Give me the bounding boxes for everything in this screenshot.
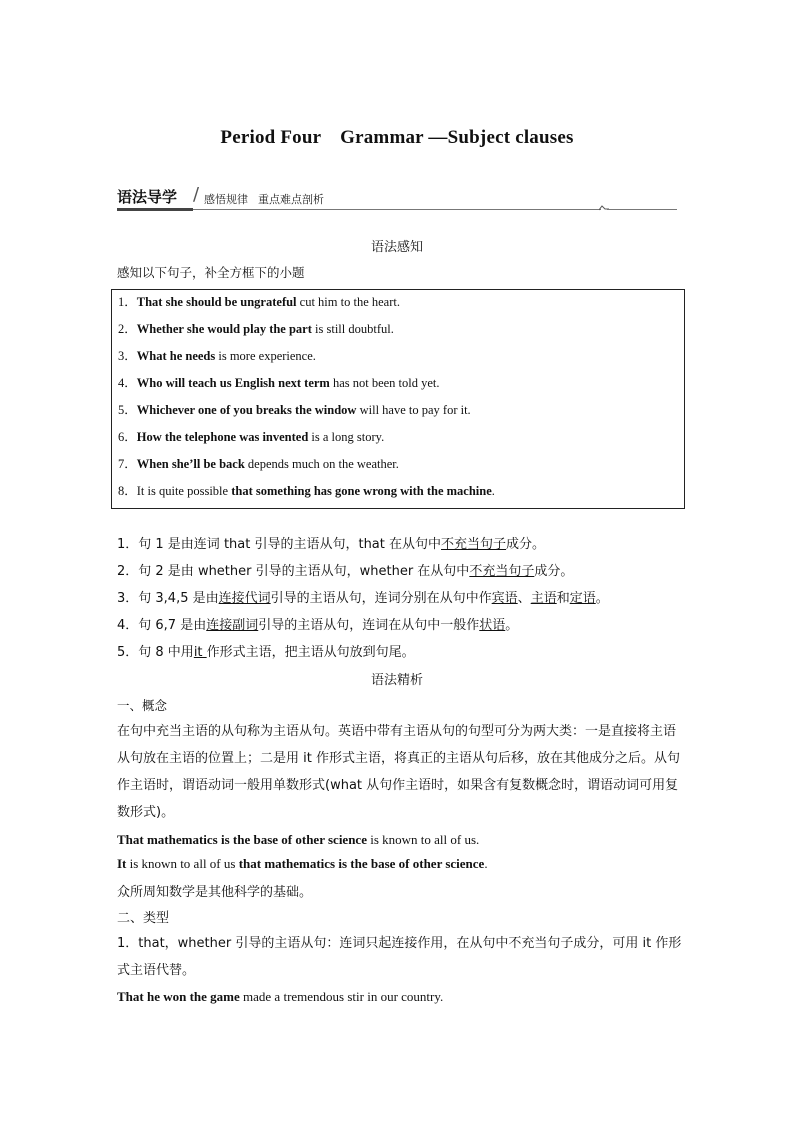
- banner-subtitle: [204, 191, 334, 207]
- section-banner: [117, 184, 677, 214]
- answer-3: 3．句 3,4,5 是由连接代词引导的主语从句，连词分别在从句中作宾语、主语和定语。: [117, 591, 609, 606]
- example-2: It is known to all of us that mathematics is the base of other science.: [117, 856, 488, 871]
- answer-1: 1．句 1 是由连词 that 引导的主语从句，that 在从句中不充当句子成分。: [117, 537, 546, 552]
- instruction: 感知以下句子，补全方框下的小题: [117, 265, 305, 280]
- example-3: That he won the game made a tremendous stir in our country.: [117, 989, 444, 1004]
- answer-4: 4．句 6,7 是由连接副词引导的主语从句，连词在从句中一般作状语。: [117, 618, 519, 633]
- heading-types: 二、类型: [117, 911, 170, 926]
- banner-sub2: 重点难点剖析: [258, 193, 324, 206]
- type-1-paragraph: 1．that，whether 引导的主语从句：连词只起连接作用，在从句中不充当句子成分，可用 it 作形式主语代替。: [117, 936, 682, 978]
- concept-paragraph: 在句中充当主语的从句称为主语从句。英语中带有主语从句的句型可分为两大类：一是直接将主语从句放在主语的位置上；二是用 it 作形式主语，将真正的主语从句后移，放在其他成分之后。从句作主语时，谓语动词一般用单数形式(what 从句作主语时，如果含有复数概念时，谓语动词可用复数形式)。: [117, 724, 680, 820]
- banner-sub1: 感悟规律: [204, 193, 248, 206]
- example-translation: 众所周知数学是其他科学的基础。: [117, 885, 313, 900]
- banner-slash-icon: /: [193, 184, 200, 205]
- section1-heading: 语法感知: [370, 240, 423, 255]
- list-item: 2．Whether she would play the part is still doubtful.: [118, 322, 394, 336]
- example-1: That mathematics is the base of other science is known to all of us.: [117, 832, 480, 847]
- example-box: [111, 289, 685, 509]
- page-title: Period Four Grammar —Subject clauses: [220, 127, 574, 148]
- answer-5: 5．句 8 中用it 作形式主语，把主语从句放到句尾。: [117, 645, 415, 660]
- answer-2: 2．句 2 是由 whether 引导的主语从句，whether 在从句中不充当句子成分。: [117, 564, 574, 579]
- list-item: 3．What he needs is more experience.: [118, 349, 316, 363]
- list-item: 4．Who will teach us English next term has not been told yet.: [118, 376, 440, 390]
- list-item: 1．That she should be ungrateful cut him to the heart.: [118, 295, 400, 309]
- list-item: 5．Whichever one of you breaks the window will have to pay for it.: [118, 403, 471, 417]
- heading-concept: 一、概念: [117, 698, 168, 713]
- list-item: 8．It is quite possible that something has gone wrong with the machine.: [118, 484, 495, 498]
- banner-rule: [193, 209, 601, 210]
- banner-rule-thick: [117, 208, 193, 211]
- banner-tick-icon: [599, 205, 609, 211]
- banner-title: 语法导学: [117, 188, 178, 206]
- banner-rule-end: [607, 209, 677, 210]
- list-item: 6．How the telephone was invented is a long story.: [118, 430, 385, 444]
- list-item: 7．When she’ll be back depends much on the weather.: [118, 457, 399, 471]
- section2-heading: 语法精析: [370, 673, 423, 688]
